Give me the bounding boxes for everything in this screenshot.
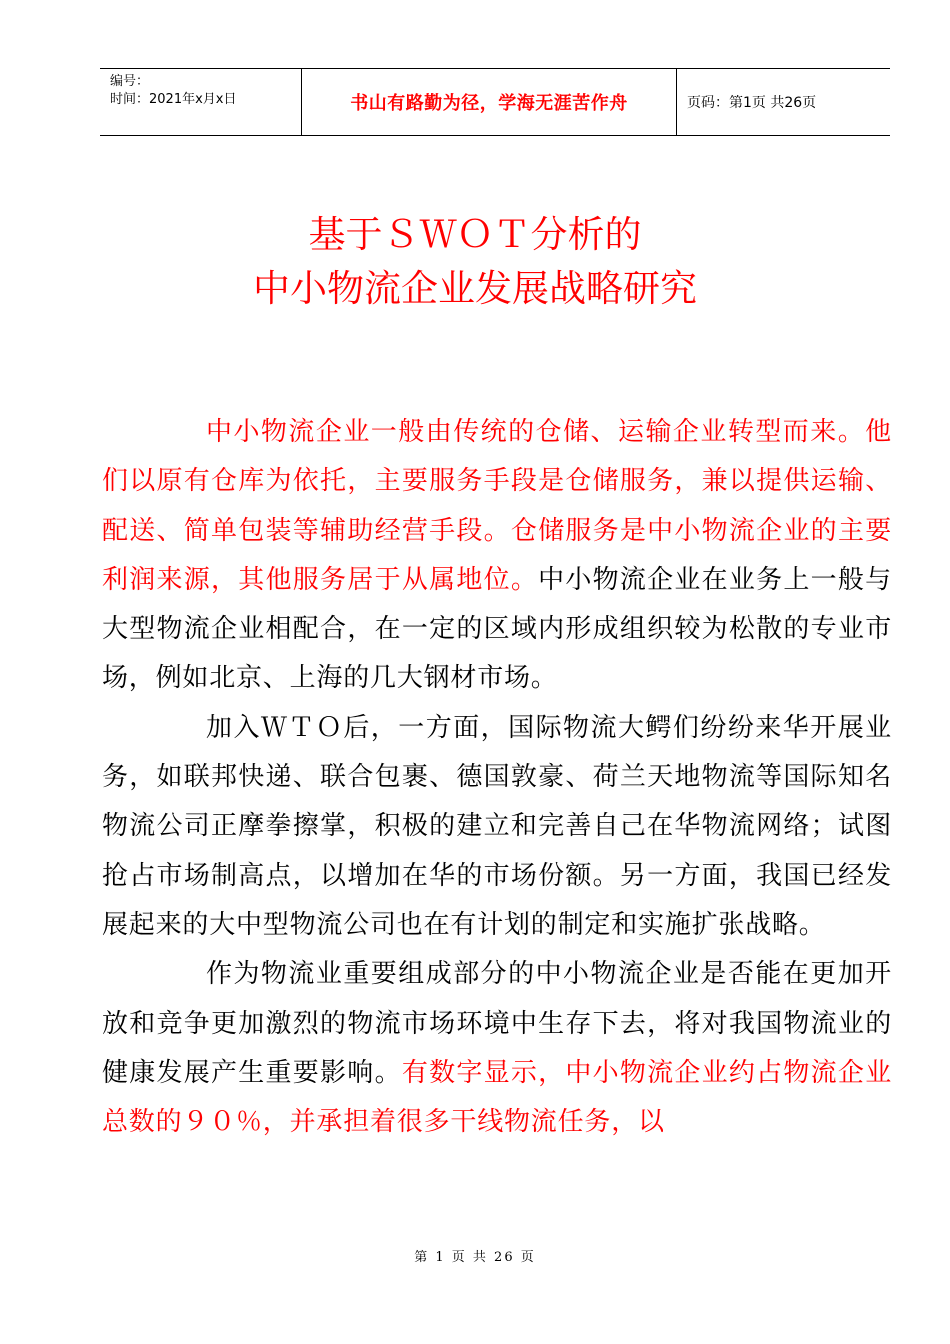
time-label: 时间：2021年x月x日 bbox=[110, 92, 237, 107]
title-line-2: 中小物流企业发展战略研究 bbox=[253, 267, 697, 310]
document-header bbox=[100, 68, 890, 136]
title-line-1: 基于ＳＷＯＴ分析的 bbox=[308, 213, 642, 256]
paragraph-3-text: 作为物流业重要组成部分的中小物流企业是否能在更加开放和竞争更加激烈的物流市场环境中生存下去，将对我国物流业的健康发展产生重要影响。 bbox=[102, 959, 892, 1088]
paragraph-3-highlight: 有数字显示，中小物流企业约占物流企业总数的９０％，并承担着很多干线物流任务，以 bbox=[102, 1057, 892, 1138]
paragraph-1-text: 中小物流企业在业务上一般与大型物流企业相配合，在一定的区域内形成组织较为松散的专业市场，例如北京、上海的几大钢材市场。 bbox=[102, 564, 892, 694]
paragraph-3 bbox=[102, 950, 892, 1147]
paragraph-2: 加入ＷＴＯ后，一方面，国际物流大鳄们纷纷来华开展业务，如联邦快递、联合包裹、德国敦豪、荷兰天地物流等国际知名物流公司正摩拳擦掌，积极的建立和完善自己在华物流网络；试图抢占市场制高点，以增加在华的市场份额。另一方面，我国已经发展起来的大中型物流公司也在有计划的制定和实施扩张战略。 bbox=[102, 712, 892, 940]
document-body bbox=[102, 408, 892, 1147]
paragraph-1-highlight: 中小物流企业一般由传统的仓储、运输企业转型而来。他们以原有仓库为依托，主要服务手段是仓储服务，兼以提供运输、配送、简单包装等辅助经营手段。仓储服务是中小物流企业的主要利润来源，其他服务居于从属地位。 bbox=[102, 417, 892, 595]
header-page-info: 页码：第1页 共26页 bbox=[687, 95, 817, 111]
number-label: 编号： bbox=[110, 74, 150, 89]
page-footer: 第 1 页 共 26 页 bbox=[414, 1250, 536, 1265]
header-motto: 书山有路勤为径，学海无涯苦作舟 bbox=[302, 69, 677, 135]
header-meta bbox=[100, 69, 302, 135]
document-title bbox=[0, 208, 950, 316]
paragraph-1 bbox=[102, 408, 892, 704]
